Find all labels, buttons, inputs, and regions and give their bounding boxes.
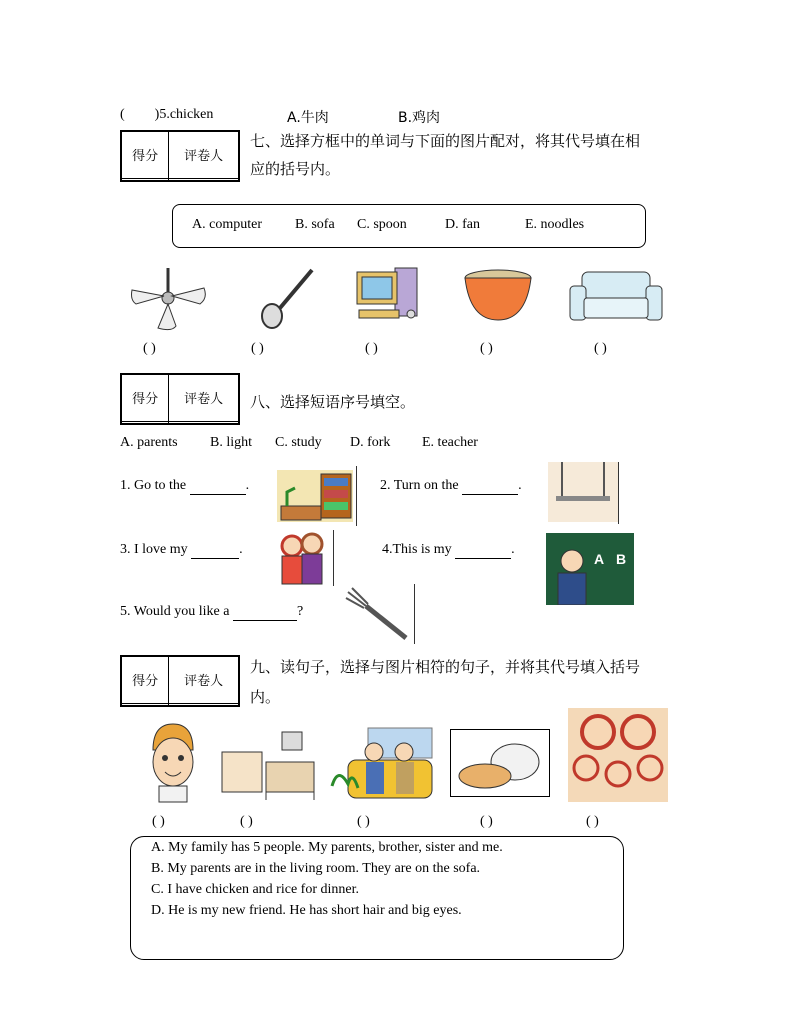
sofa-icon xyxy=(568,268,664,326)
fill-blank-3[interactable] xyxy=(191,542,239,559)
sentence-d: D. He is my new friend. He has short hair and big eyes. xyxy=(151,903,462,918)
grader-label: 评卷人 xyxy=(169,132,239,179)
q5-option-b: B.鸡肉 xyxy=(398,110,441,126)
noodles-bowl-icon xyxy=(462,266,534,322)
fill-blank-1[interactable] xyxy=(190,478,246,495)
q5-line xyxy=(120,107,213,123)
parents-sofa-icon xyxy=(328,726,434,804)
score-cell[interactable] xyxy=(122,703,169,705)
answer-paren-7-2[interactable]: ( ) xyxy=(251,341,264,356)
section9-title-2: 内。 xyxy=(250,688,281,706)
divider xyxy=(356,466,357,526)
score-cell[interactable] xyxy=(122,421,169,423)
fill-item-2-text: 2. Turn on the xyxy=(380,478,459,493)
fill-blank-5[interactable] xyxy=(233,604,297,621)
bedroom-desk-icon xyxy=(220,728,316,802)
word-spoon: C. spoon xyxy=(357,217,407,232)
fill-blank-2[interactable] xyxy=(462,478,518,495)
fill-item-2-end: . xyxy=(518,478,522,493)
answer-paren-9-3[interactable]: ( ) xyxy=(357,814,370,829)
score-label: 得分 xyxy=(122,132,169,179)
score-label: 得分 xyxy=(122,375,169,422)
ceiling-light-icon xyxy=(548,462,618,522)
chicken-rice-icon xyxy=(451,730,549,796)
fill-item-4 xyxy=(382,542,515,559)
fill-item-2 xyxy=(380,478,522,495)
answer-paren-9-4[interactable]: ( ) xyxy=(480,814,493,829)
grader-label: 评卷人 xyxy=(169,657,239,704)
score-box-8 xyxy=(120,373,240,425)
sentence-a: A. My family has 5 people. My parents, brother, sister and me. xyxy=(151,840,503,855)
study-room-icon xyxy=(277,470,353,522)
family-icon xyxy=(568,708,668,802)
section9-title-1: 九、读句子，选择与图片相符的句子，并将其代号填入括号 xyxy=(250,658,641,676)
teacher-icon xyxy=(546,533,634,605)
answer-paren-9-1[interactable]: ( ) xyxy=(152,814,165,829)
boy-face-icon xyxy=(145,722,201,804)
answer-paren-7-4[interactable]: ( ) xyxy=(480,341,493,356)
score-box-9 xyxy=(120,655,240,707)
answer-paren-7-3[interactable]: ( ) xyxy=(365,341,378,356)
fill-item-4-text: 4.This is my xyxy=(382,542,452,557)
fill-item-1 xyxy=(120,478,249,495)
q5-paren-open: ( xyxy=(120,107,125,122)
fill-item-4-end: . xyxy=(511,542,515,557)
fill-item-1-end: . xyxy=(245,478,250,493)
section7-title-2: 应的括号内。 xyxy=(250,160,341,178)
option-study: C. study xyxy=(275,435,322,450)
score-cell[interactable] xyxy=(122,178,169,180)
divider xyxy=(618,462,619,524)
fill-item-5-text: 5. Would you like a xyxy=(120,604,230,619)
grader-cell[interactable] xyxy=(169,421,239,423)
option-teacher: E. teacher xyxy=(422,435,478,450)
fork-icon xyxy=(342,586,412,642)
q5-option-a: A.牛肉 xyxy=(287,110,329,126)
answer-paren-7-5[interactable]: ( ) xyxy=(594,341,607,356)
option-parents: A. parents xyxy=(120,435,178,450)
word-sofa: B. sofa xyxy=(295,217,335,232)
divider xyxy=(414,584,415,644)
fill-item-1-text: 1. Go to the xyxy=(120,478,187,493)
answer-paren-9-2[interactable]: ( ) xyxy=(240,814,253,829)
grader-cell[interactable] xyxy=(169,703,239,705)
divider xyxy=(333,530,334,586)
teacher-figure-icon xyxy=(550,547,594,605)
option-light: B. light xyxy=(210,435,253,450)
sentence-c: C. I have chicken and rice for dinner. xyxy=(151,882,359,897)
spoon-icon xyxy=(258,266,316,330)
fill-blank-4[interactable] xyxy=(455,542,511,559)
fill-item-5 xyxy=(120,604,303,621)
board-letter-a: A xyxy=(594,551,605,567)
q5-question: )5.chicken xyxy=(154,107,214,122)
fill-item-3 xyxy=(120,542,243,559)
score-box-7 xyxy=(120,130,240,182)
word-computer: A. computer xyxy=(192,217,262,232)
word-fan: D. fan xyxy=(445,217,480,232)
sentence-b: B. My parents are in the living room. They are on the sofa. xyxy=(151,861,481,876)
section8-title: 八、选择短语序号填空。 xyxy=(250,393,416,411)
ceiling-fan-icon xyxy=(128,266,208,332)
board-letter-b: B xyxy=(616,551,627,567)
answer-paren-9-5[interactable]: ( ) xyxy=(586,814,599,829)
grader-cell[interactable] xyxy=(169,178,239,180)
computer-icon xyxy=(355,266,421,324)
answer-paren-7-1[interactable]: ( ) xyxy=(143,341,156,356)
fill-item-3-end: . xyxy=(239,542,243,557)
word-noodles: E. noodles xyxy=(525,217,585,232)
fill-item-3-text: 3. I love my xyxy=(120,542,188,557)
fill-item-5-end: ? xyxy=(296,604,304,619)
score-label: 得分 xyxy=(122,657,169,704)
grader-label: 评卷人 xyxy=(169,375,239,422)
option-fork: D. fork xyxy=(350,435,391,450)
section7-title-1: 七、选择方框中的单词与下面的图片配对，将其代号填在相 xyxy=(250,132,641,150)
chicken-rice-frame xyxy=(450,729,550,797)
parents-icon xyxy=(272,530,330,588)
